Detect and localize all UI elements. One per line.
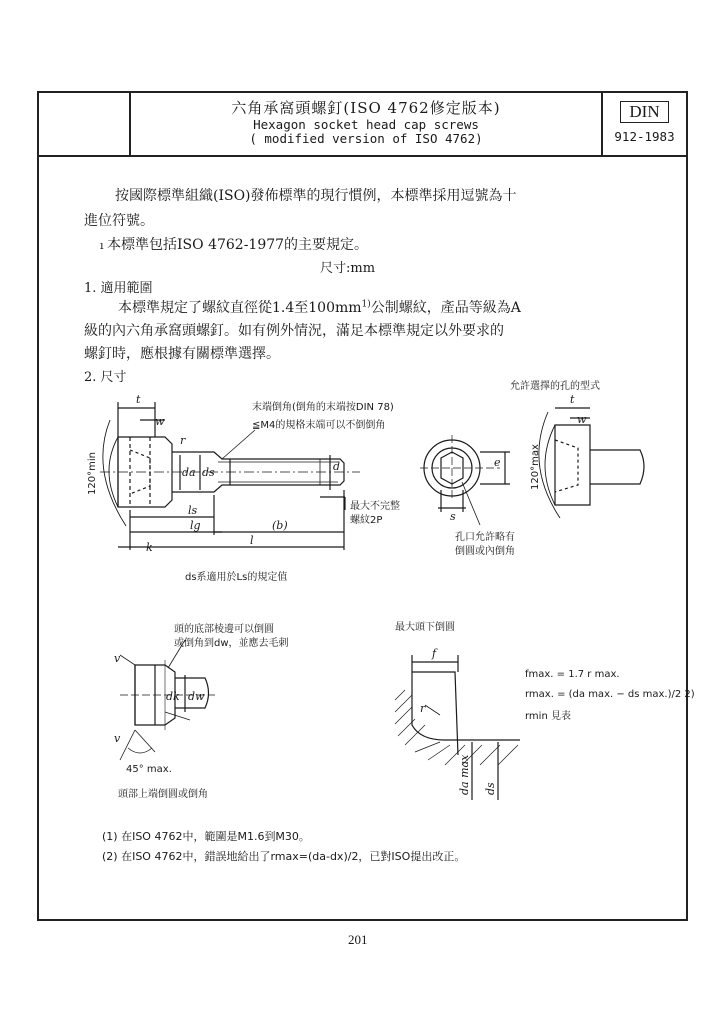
intro-line-3: ı 本標準包括ISO 4762-1977的主要規定。 [100,237,369,253]
note-m4: ≦M4的規格末端可以不倒倒角 [252,420,386,431]
figure-2-caption-1: 孔口允許略有 [455,532,515,543]
figure-4-caption: 頭部上端倒圓或倒角 [118,789,208,800]
intro-line-2: 進位符號。 [84,213,154,229]
label-t-alt: t [570,393,575,406]
section-1-line-1: 本標準規定了螺紋直徑從1.4至$100mm^{1)}$公制螺紋，產品等級為A [118,299,521,316]
din-label: DIN [620,101,668,123]
label-dk: dk [166,690,180,703]
label-r: r [180,434,186,447]
label-w-alt: w [577,413,587,426]
label-k: k [146,541,153,554]
label-b: (b) [272,519,288,532]
formula-r-min: rmin 見表 [525,711,571,722]
title-chinese: 六角承窩頭螺釘(ISO 4762修定版本) [231,99,501,117]
label-r-fillet: r [420,702,426,715]
title-english-1: Hexagon socket head cap screws [253,117,479,132]
figure-4-note-2: 或倒角到dw，並應去毛刺 [174,638,289,649]
label-angle-max: 120°max [530,444,541,490]
note-end-chamfer: 末端倒角(倒角的末端按DIN 78) [252,402,394,413]
label-angle-min: 120°min [87,452,98,495]
note-thread-2: 螺紋2P [350,515,383,526]
figure-4-labels [114,622,289,800]
section-1-line-2: 級的內六角承窩頭螺釘。如有例外情況，滿足本標準規定以外要求的 [84,323,504,339]
label-ds-fillet: ds [484,782,497,795]
label-l: l [250,534,254,547]
label-ls: ls [188,504,198,517]
figure-5-title: 最大頭下倒圓 [395,622,455,633]
section-2-heading: 2. 尺寸 [84,370,127,385]
label-ds: ds [202,466,215,479]
label-d: d [333,460,341,473]
label-s: s [450,510,456,523]
label-45-max: 45° max. [126,764,172,775]
label-dw: dw [188,690,205,703]
section-1-heading: 1. 適用範圍 [84,281,153,296]
label-lg: lg [190,519,201,532]
title-english-2: ( modified version of ISO 4762) [249,131,483,146]
screw-end-view [420,435,510,525]
footnote-2: (2) 在ISO 4762中，錯誤地給出了rmax=(da-dx)/2，已對ISO提出改正。 [102,850,466,863]
label-v-top: v [114,652,121,665]
label-da-max: da max [458,754,471,795]
formula-f-max: fmax. = 1.7 r max. [525,669,620,680]
intro-line-1: 按國際標準組織(ISO)發佈標準的現行慣例，本標準採用逗號為十 [115,188,517,204]
din-number: 912-1983 [614,129,675,144]
figure-1-caption: ds系適用於Ls的規定值 [185,572,288,583]
alternative-socket-view [539,408,644,518]
footnote-1: (1) 在ISO 4762中，範圍是M1.6到M30。 [102,830,310,843]
figure-1-labels [87,393,400,583]
note-thread-1: 最大不完整 [350,501,400,512]
figure-5-labels [395,620,695,795]
label-e: e [494,456,501,469]
section-1-line-3: 螺釘時，應根據有關標準選擇。 [84,346,280,362]
figure-4-note-1: 頭的底部棱邊可以倒圓 [174,624,274,635]
formula-r-max: rmax. = (da max. − ds max.)/2 2) [525,689,695,700]
label-w: w [155,415,165,428]
unit-label: 尺寸:mm [320,261,376,276]
page-number: 201 [348,932,368,947]
figure-3-title: 允許選擇的孔的型式 [510,381,600,392]
figure-2-caption-2: 倒圓或內倒角 [455,546,515,557]
label-da: da [182,466,196,479]
label-t: t [136,393,141,406]
label-f: f [432,647,437,660]
label-v-bottom: v [114,732,121,745]
